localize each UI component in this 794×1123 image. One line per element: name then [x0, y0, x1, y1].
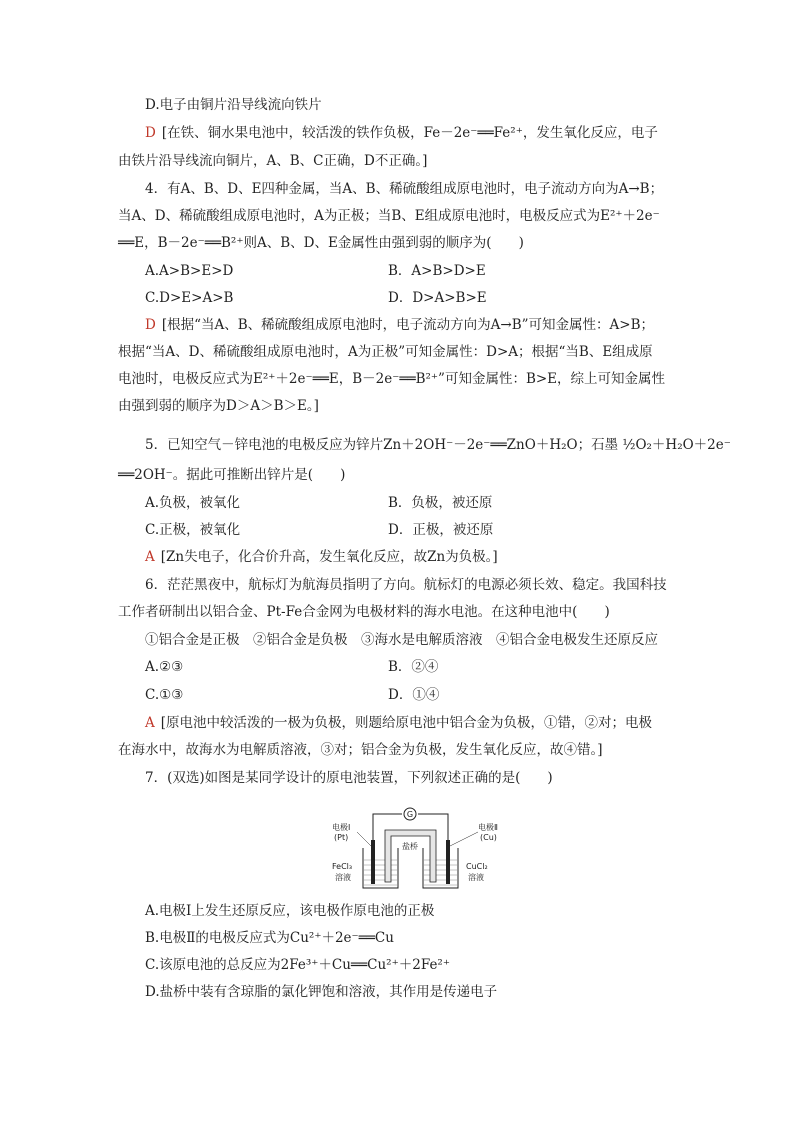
q5-option-b: B．负极，被还原	[388, 495, 493, 511]
q4-explanation-line3: 电池时，电极反应式为E²⁺＋2e⁻══E，B－2e⁻══B²⁺”可知金属性：B>E，综上可知金属性	[118, 371, 666, 387]
q4-stem-line2: 当A、D、稀硫酸组成原电池时，A为正极；当B、E组成原电池时，电极反应式为E²⁺＋2e⁻	[118, 208, 660, 224]
q5-answer: A	[145, 549, 155, 565]
right-beaker	[423, 848, 458, 888]
q3-option-d: D.电子由铜片沿导线流向铁片	[145, 97, 322, 113]
electrode-1-material: (Pt)	[334, 833, 349, 842]
q4-explanation-line4: 由强到弱的顺序为D＞A＞B＞E。]	[118, 398, 319, 414]
q6-explanation-line1: A [原电池中较活泼的一极为负极，则题给原电池中铝合金为负极，①错，②对；电极	[145, 715, 653, 731]
q5-option-c: C.正极，被氧化	[145, 522, 241, 538]
q4-stem-line3: ══E，B－2e⁻══B²⁺则A、B、D、E金属性由强到弱的顺序为( )	[118, 235, 524, 251]
electrode-1-plate	[371, 840, 375, 884]
q4-explanation-line2: 根据“当A、D、稀硫酸组成原电池时，A为正极”可知金属性：D>A；根据“当B、E组成原	[118, 344, 653, 360]
q5-option-d: D．正极，被还原	[388, 522, 494, 538]
q4-answer: D	[145, 317, 156, 333]
salt-bridge	[385, 830, 436, 882]
q7-stem: 7．(双选)如图是某同学设计的原电池装置，下列叙述正确的是( )	[145, 770, 553, 786]
q7-option-a: A.电极Ⅰ上发生还原反应，该电极作原电池的正极	[145, 903, 435, 919]
right-solution-label: 溶液	[468, 873, 484, 882]
q6-stem-line2: 工作者研制出以铝合金、Pt-Fe合金网为电极材料的海水电池。在这种电池中( )	[118, 604, 610, 620]
q6-explanation-line2: 在海水中，故海水为电解质溶液，③对；铝合金为负极，发生氧化反应，故④错。]	[118, 742, 603, 758]
q4-option-a: A.A>B>E>D	[145, 263, 234, 279]
q5-option-a: A.负极，被氧化	[145, 495, 241, 511]
q6-option-c: C.①③	[145, 687, 184, 703]
q4-option-c: C.D>E>A>B	[145, 290, 234, 306]
electrode-1-label: 电极Ⅰ	[332, 823, 351, 832]
salt-bridge-label: 盐桥	[402, 842, 418, 851]
left-solution-formula: FeCl₃	[332, 862, 353, 871]
q7-option-b: B.电极Ⅱ的电极反应式为Cu²⁺＋2e⁻══Cu	[145, 930, 394, 946]
right-solution-formula: CuCl₂	[466, 862, 488, 871]
q4-option-b: B．A>B>D>E	[388, 263, 486, 279]
q4-explanation-line1: D [根据“当A、B、稀硫酸组成原电池时，电子流动方向为A→B”可知金属性：A>B；	[145, 317, 655, 333]
q6-answer: A	[145, 715, 155, 731]
q6-option-b: B．②④	[388, 659, 439, 675]
q6-option-d: D．①④	[388, 687, 440, 703]
q5-stem-line1: 5．已知空气－锌电池的电极反应为锌片Zn＋2OH⁻－2e⁻══ZnO＋H₂O；石墨 ½O₂＋H₂O＋2e⁻	[145, 437, 731, 453]
left-solution-label: 溶液	[335, 873, 351, 882]
left-beaker	[363, 848, 398, 888]
electrode-1-leader	[357, 832, 371, 846]
q7-option-d: D.盐桥中装有含琼脂的氯化钾饱和溶液，其作用是传递电子	[145, 984, 498, 1000]
left-solution	[364, 860, 397, 885]
galvanometer-label: G	[406, 810, 414, 819]
q7-option-c: C.该原电池的总反应为2Fe³⁺＋Cu══Cu²⁺＋2Fe²⁺	[145, 957, 450, 973]
galvanic-cell-diagram	[330, 800, 510, 895]
q4-option-d: D．D>A>B>E	[388, 290, 487, 306]
q5-explanation-line1: A [Zn失电子，化合价升高，发生氧化反应，故Zn为负极。]	[145, 549, 498, 565]
electrode-2-label: 电极Ⅱ	[478, 823, 498, 832]
q5-stem-line2: ══2OH⁻。据此可推断出锌片是( )	[118, 467, 346, 483]
q3-answer: D	[145, 125, 156, 141]
q3-explanation-line2: 由铁片沿导线流向铜片，A、B、C正确，D不正确。]	[118, 153, 428, 169]
electrode-2-leader	[450, 832, 478, 846]
q3-explanation-line1: D [在铁、铜水果电池中，较活泼的铁作负极，Fe－2e⁻══Fe²⁺，发生氧化反应，电子	[145, 125, 658, 141]
q6-statement-items: ①铝合金是正极 ②铝合金是负极 ③海水是电解质溶液 ④铝合金电极发生还原反应	[145, 632, 658, 648]
right-solution	[424, 860, 457, 885]
q6-option-a: A.②③	[145, 659, 184, 675]
electrode-2-material: (Cu)	[480, 833, 497, 842]
electrode-2-plate	[446, 840, 450, 884]
q6-stem-line1: 6．茫茫黑夜中，航标灯为航海员指明了方向。航标灯的电源必须长效、稳定。我国科技	[145, 577, 667, 593]
q4-stem-line1: 4．有A、B、D、E四种金属，当A、B、稀硫酸组成原电池时，电子流动方向为A→B；	[145, 181, 664, 197]
